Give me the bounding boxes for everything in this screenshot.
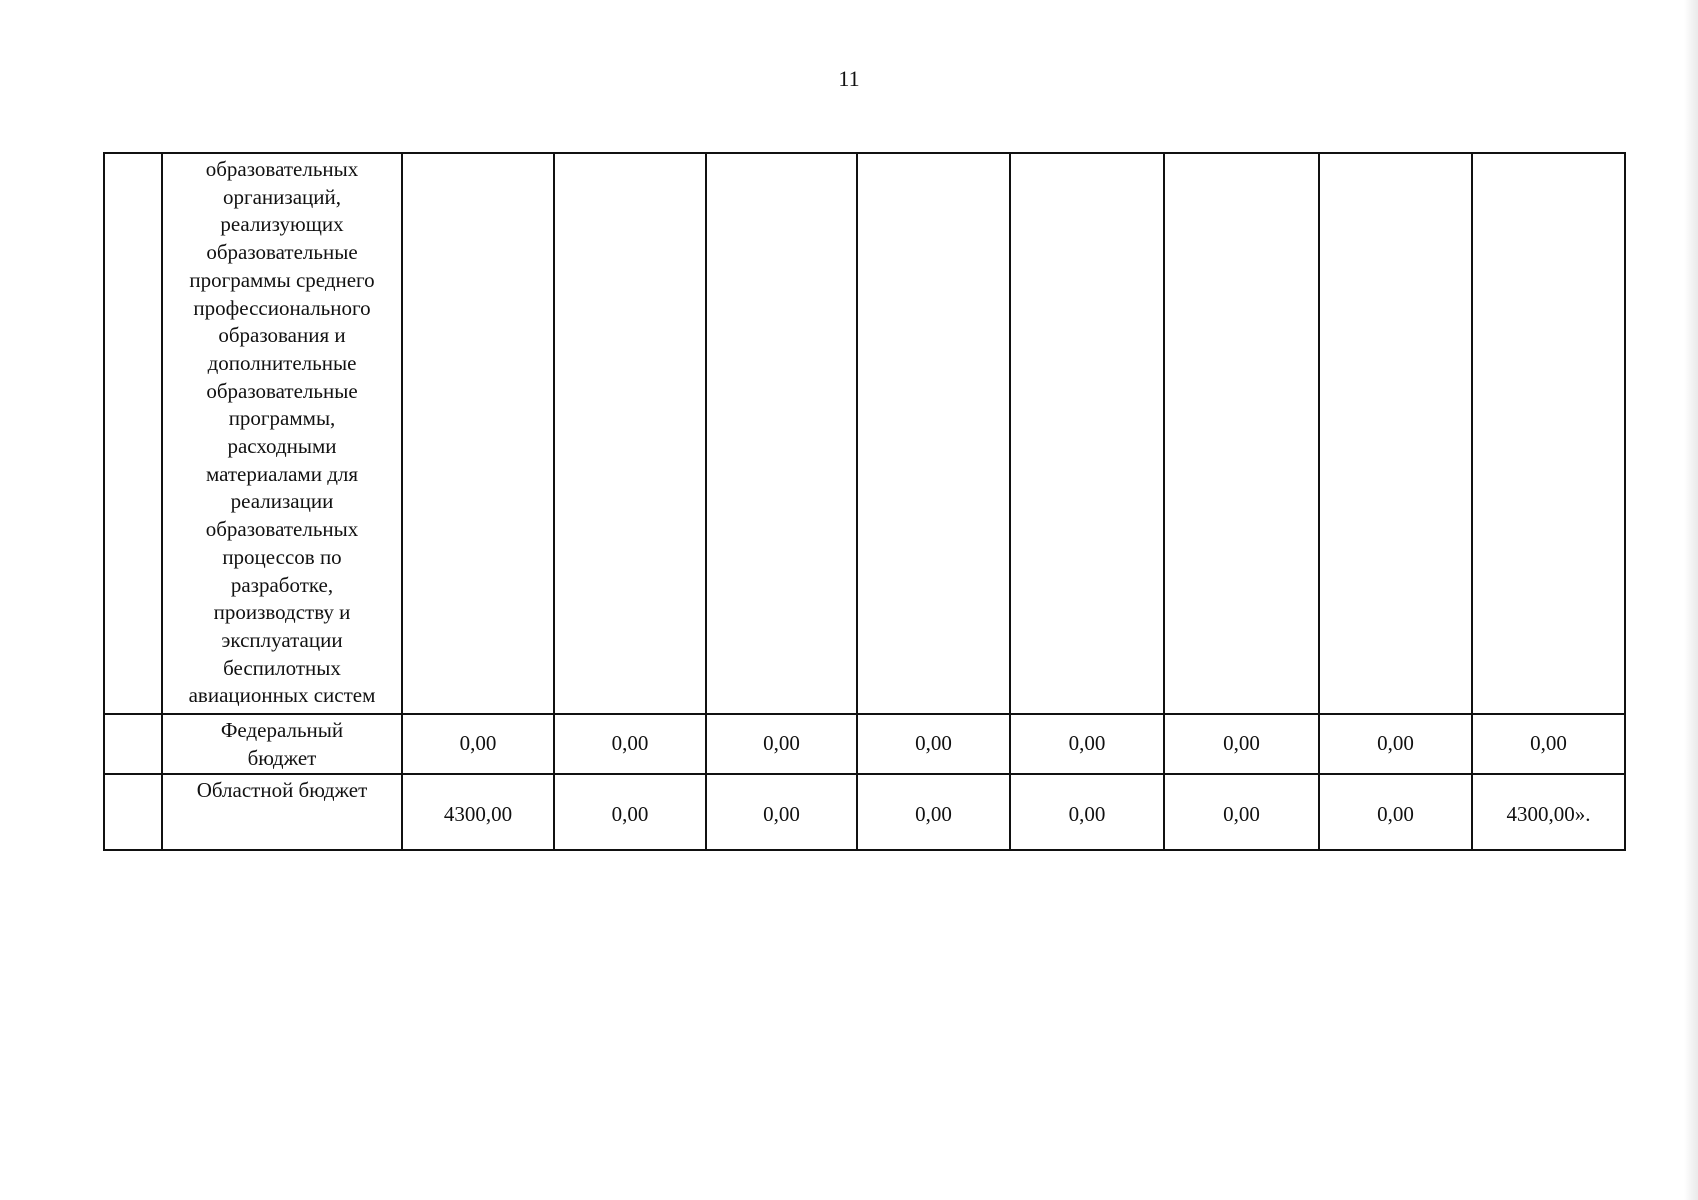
value-cell: 0,00 <box>554 714 706 774</box>
empty-cell <box>1472 153 1625 714</box>
measure-description-cell <box>162 153 402 714</box>
description-line: авиационных систем <box>188 683 376 708</box>
description-line: образовательных <box>205 157 359 181</box>
funding-source-line: бюджет <box>247 745 317 770</box>
empty-cell <box>1164 153 1319 714</box>
table-row <box>104 774 1625 850</box>
description-line: процессов по <box>222 544 342 569</box>
funding-source-line: Федеральный <box>220 718 344 742</box>
empty-cell <box>1010 153 1164 714</box>
row-number-cell <box>104 774 162 850</box>
value-cell: 0,00 <box>1319 714 1472 774</box>
description-line: производству и <box>213 600 351 625</box>
empty-cell <box>554 153 706 714</box>
description-line: дополнительные <box>207 350 357 375</box>
value-cell: 0,00 <box>706 774 857 850</box>
value-cell: 0,00 <box>706 714 857 774</box>
row-number-cell <box>104 714 162 774</box>
funding-source-cell <box>162 774 402 850</box>
value-cell: 0,00 <box>554 774 706 850</box>
value-cell: 0,00 <box>857 714 1010 774</box>
value-cell: 0,00 <box>1319 774 1472 850</box>
funding-source-cell <box>162 714 402 774</box>
value-cell: 0,00 <box>857 774 1010 850</box>
value-cell: 0,00 <box>1164 774 1319 850</box>
table-row <box>104 714 1625 774</box>
value-cell: 0,00 <box>1010 714 1164 774</box>
value-cell: 0,00 <box>1472 714 1625 774</box>
page-number: 11 <box>838 66 860 91</box>
row-number-cell <box>104 153 162 714</box>
empty-cell <box>857 153 1010 714</box>
value-cell: 4300,00 <box>402 774 554 850</box>
description-line: образования и <box>218 323 346 348</box>
description-line: материалами для <box>205 461 359 486</box>
funding-source-line: Областной бюджет <box>196 778 368 802</box>
value-cell: 4300,00». <box>1472 774 1625 850</box>
description-line: реализующих <box>220 212 344 237</box>
description-line: реализации <box>230 489 334 514</box>
description-line: беспилотных <box>223 655 341 680</box>
value-cell: 0,00 <box>1010 774 1164 850</box>
description-line: разработке, <box>230 572 334 597</box>
scan-edge-shading <box>1684 0 1698 1200</box>
description-line: эксплуатации <box>221 627 343 652</box>
description-line: профессионального <box>193 295 371 320</box>
value-cell: 0,00 <box>402 714 554 774</box>
description-line: программы среднего <box>189 267 375 292</box>
description-line: образовательные <box>206 378 358 403</box>
empty-cell <box>1319 153 1472 714</box>
description-line: организаций, <box>223 184 341 209</box>
description-line: расходными <box>227 434 337 459</box>
description-line: образовательные <box>206 240 358 265</box>
value-cell: 0,00 <box>1164 714 1319 774</box>
description-line: программы, <box>228 406 336 431</box>
table-row <box>104 153 1625 714</box>
empty-cell <box>402 153 554 714</box>
description-line: образовательных <box>205 517 359 542</box>
empty-cell <box>706 153 857 714</box>
budget-table <box>103 152 1626 851</box>
